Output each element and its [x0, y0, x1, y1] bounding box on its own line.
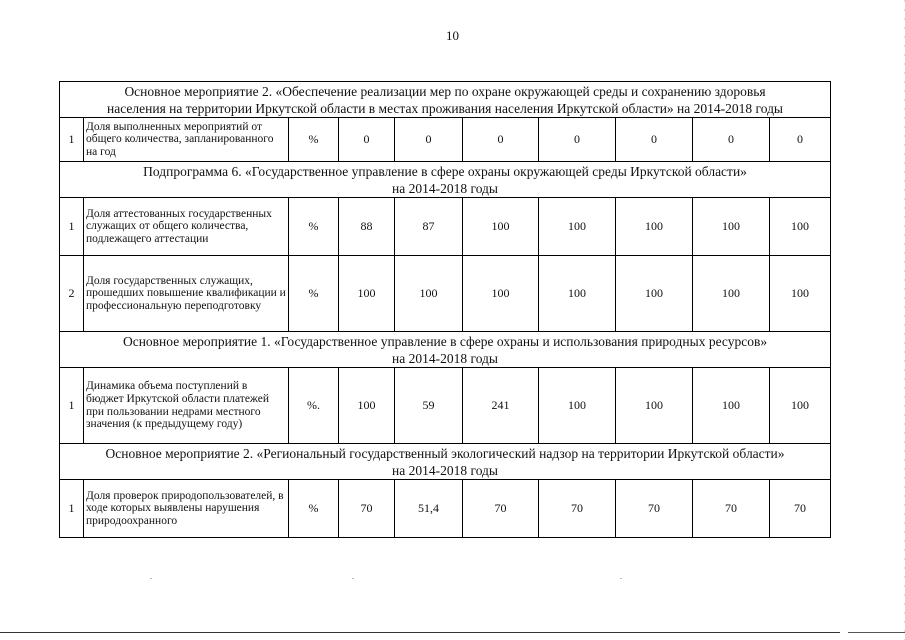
value-cell: 100	[616, 198, 693, 256]
section-heading	[60, 444, 831, 480]
value-cell: 87	[395, 198, 463, 256]
value-cell: 0	[616, 118, 693, 162]
row-number: 1	[60, 198, 84, 256]
value-cell: 70	[616, 480, 693, 538]
table-row	[60, 198, 831, 256]
value-cell: 100	[770, 368, 831, 444]
section-heading-line: на 2014-2018 годы	[392, 180, 498, 196]
section-heading-row	[60, 444, 831, 480]
unit-cell: %	[289, 480, 339, 538]
value-cell: 0	[539, 118, 616, 162]
value-cell: 100	[693, 256, 770, 332]
indicator-name: Доля аттестованных государственных служащих от общего количества, подлежащего аттестации	[84, 198, 289, 256]
value-cell: 70	[463, 480, 539, 538]
value-cell: 100	[770, 256, 831, 332]
value-cell: 100	[339, 256, 395, 332]
section-heading-line: населения на территории Иркутской области в местах проживания населения Иркутской области» на 2014-2018 годы	[107, 100, 784, 116]
scan-edge-line	[0, 632, 840, 633]
section-heading-row	[60, 162, 831, 198]
table-row	[60, 256, 831, 332]
indicator-name: Доля выполненных мероприятий от общего количества, запланированного на год	[84, 118, 289, 162]
value-cell: 100	[693, 368, 770, 444]
value-cell: 100	[770, 198, 831, 256]
scan-speck	[150, 578, 152, 579]
value-cell: 70	[539, 480, 616, 538]
section-heading-row	[60, 332, 831, 368]
value-cell: 0	[770, 118, 831, 162]
section-heading-line: на 2014-2018 годы	[392, 350, 498, 366]
value-cell: 0	[463, 118, 539, 162]
value-cell: 100	[616, 368, 693, 444]
scan-edge-line	[848, 632, 905, 633]
value-cell: 100	[463, 198, 539, 256]
section-heading-line: Основное мероприятие 1. «Государственное управление в сфере охраны и использования природных ресурсов»	[122, 333, 768, 349]
unit-cell: %	[289, 256, 339, 332]
value-cell: 100	[539, 256, 616, 332]
section-heading-line: Основное мероприятие 2. «Региональный государственный экологический надзор на территории Иркутской области»	[105, 445, 785, 461]
table-row	[60, 368, 831, 444]
section-heading-line: на 2014-2018 годы	[392, 462, 498, 478]
page-number: 10	[446, 28, 459, 43]
indicators-table	[59, 81, 831, 538]
value-cell: 51,4	[395, 480, 463, 538]
value-cell: 100	[463, 256, 539, 332]
value-cell: 70	[693, 480, 770, 538]
scan-speck	[352, 578, 354, 579]
table-row	[60, 118, 831, 162]
value-cell: 241	[463, 368, 539, 444]
value-cell: 70	[770, 480, 831, 538]
section-heading	[60, 82, 831, 118]
row-number: 1	[60, 368, 84, 444]
value-cell: 100	[539, 198, 616, 256]
section-heading-line: Подпрограмма 6. «Государственное управление в сфере охраны окружающей среды Иркутской области»	[143, 163, 747, 179]
value-cell: 0	[339, 118, 395, 162]
indicator-name: Доля государственных служащих, прошедших повышение квалификации и профессиональную переподготовку	[84, 256, 289, 332]
value-cell: 70	[339, 480, 395, 538]
value-cell: 59	[395, 368, 463, 444]
value-cell: 100	[395, 256, 463, 332]
value-cell: 88	[339, 198, 395, 256]
scan-speck	[620, 578, 622, 579]
row-number: 2	[60, 256, 84, 332]
value-cell: 100	[539, 368, 616, 444]
row-number: 1	[60, 118, 84, 162]
row-number: 1	[60, 480, 84, 538]
value-cell: 100	[693, 198, 770, 256]
section-heading	[60, 162, 831, 198]
value-cell: 100	[339, 368, 395, 444]
section-heading-line: Основное мероприятие 2. «Обеспечение реализации мер по охране окружающей среды и сохранению здоровья	[124, 83, 766, 99]
table-row	[60, 480, 831, 538]
indicator-name: Динамика объема поступлений в бюджет Иркутской области платежей при пользовании недрами местного значения (к предыдущему году)	[84, 368, 289, 444]
unit-cell: %	[289, 118, 339, 162]
unit-cell: %	[289, 198, 339, 256]
section-heading-row	[60, 82, 831, 118]
value-cell: 0	[395, 118, 463, 162]
section-heading	[60, 332, 831, 368]
indicator-name: Доля проверок природопользователей, в ходе которых выявлены нарушения природоохранного	[84, 480, 289, 538]
value-cell: 0	[693, 118, 770, 162]
unit-cell: %.	[289, 368, 339, 444]
value-cell: 100	[616, 256, 693, 332]
